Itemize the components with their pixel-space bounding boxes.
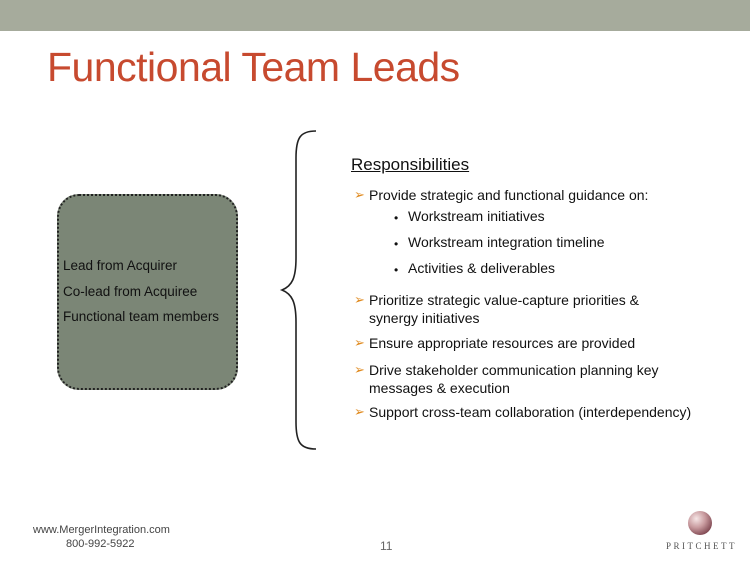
curly-brace-icon <box>278 128 318 452</box>
pritchett-logo-sphere-icon <box>688 511 712 535</box>
arrow-bullet-icon: ➢ <box>354 335 365 350</box>
arrow-bullet-icon: ➢ <box>354 187 365 202</box>
responsibility-item: Drive stakeholder communication planning key <box>369 362 659 378</box>
dot-bullet-icon: • <box>394 237 399 251</box>
responsibility-item: Support cross-team collaboration (interdependency) <box>369 404 692 420</box>
slide-title: Functional Team Leads <box>47 44 460 90</box>
responsibility-item-cont: synergy initiatives <box>369 310 480 326</box>
sub-item-workstream-initiatives: Workstream initiatives <box>408 208 545 224</box>
arrow-bullet-icon: ➢ <box>354 292 365 307</box>
pritchett-logo-text: PRITCHETT <box>666 541 737 551</box>
footer-website: www.MergerIntegration.com <box>33 524 170 536</box>
responsibilities-heading: Responsibilities <box>351 155 470 174</box>
arrow-bullet-icon: ➢ <box>354 362 365 377</box>
dot-bullet-icon: • <box>394 263 399 277</box>
sub-item-integration-timeline: Workstream integration timeline <box>408 234 605 250</box>
team-member-co-lead: Co-lead from Acquiree <box>63 283 198 299</box>
top-bar <box>0 0 750 31</box>
dot-bullet-icon: • <box>394 211 399 225</box>
responsibility-item: Prioritize strategic value-capture priorities & <box>369 292 639 308</box>
team-member-lead: Lead from Acquirer <box>63 258 178 273</box>
team-member-members: Functional team members <box>63 309 220 324</box>
arrow-bullet-icon: ➢ <box>354 404 365 419</box>
team-member-list <box>63 258 219 335</box>
responsibility-item: Provide strategic and functional guidance on: <box>369 187 649 203</box>
responsibility-item-cont: messages & execution <box>369 380 510 396</box>
footer-phone: 800-992-5922 <box>66 538 135 550</box>
page-number: 11 <box>380 539 393 553</box>
responsibility-item: Ensure appropriate resources are provided <box>369 335 636 351</box>
sub-item-activities: Activities & deliverables <box>408 260 556 276</box>
